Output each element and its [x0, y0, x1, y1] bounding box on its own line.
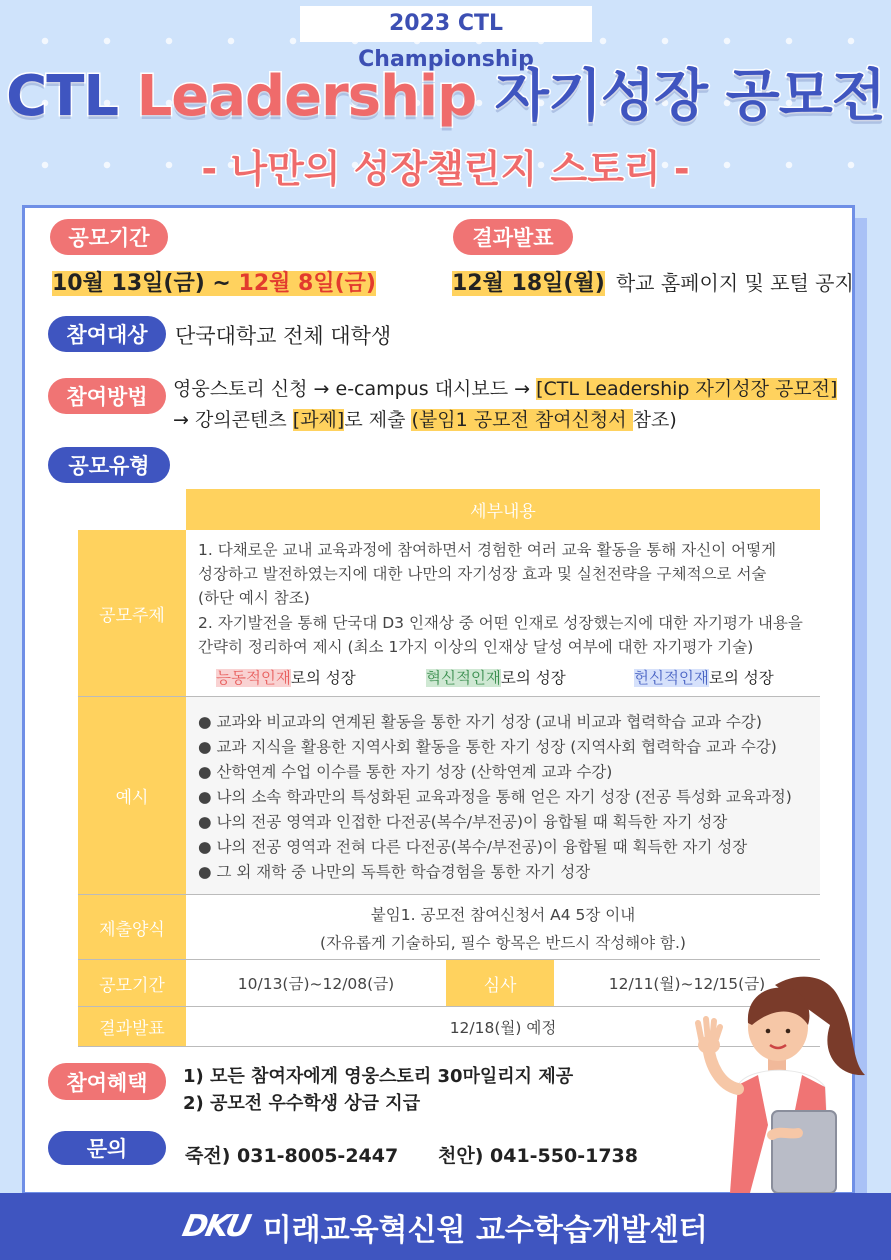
types-label: 공모유형	[48, 447, 170, 483]
example-item: ● 교과 지식을 활용한 지역사회 활동을 통한 자기 성장 (지역사회 협력학습 교과 수강)	[198, 738, 777, 756]
period-label: 공모기간	[50, 219, 168, 255]
championship-badge: 2023 CTL Championship	[300, 6, 592, 42]
dku-logo: DKU	[179, 1209, 253, 1244]
period-dates	[52, 266, 376, 297]
theme-item: 1. 다채로운 교내 교육과정에 참여하면서 경험한 여러 교육 활동을 통해 자신이 어떻게	[198, 541, 777, 559]
period-row-value: 10/13(금)~12/08(금)	[237, 975, 395, 993]
format-line2: (자유롭게 기술하되, 필수 항목은 반드시 작성해야 함.)	[320, 934, 686, 952]
talent-capable: 능동적인재로의 성장	[216, 669, 356, 687]
example-label: 예시	[78, 697, 186, 894]
format-row	[78, 895, 820, 960]
example-item: ● 교과와 비교과의 연계된 활동을 통한 자기 성장 (교내 비교과 협력학습 교과 수강)	[198, 713, 762, 731]
talent-devoted: 헌신적인재로의 성장	[634, 669, 774, 687]
sub-title: - 나만의 성장챌린지 스토리 -	[201, 147, 690, 191]
example-item: ● 나의 전공 영역과 인접한 다전공(복수/부전공)이 융합될 때 획득한 자기 성장	[198, 813, 728, 831]
method-label: 참여방법	[48, 378, 166, 414]
target-text: 단국대학교 전체 대학생	[175, 324, 392, 348]
example-content	[186, 697, 820, 894]
benefit-item: 1) 모든 참여자에게 영웅스토리 30마일리지 제공	[183, 1066, 574, 1087]
method-task: [과제]	[292, 409, 345, 431]
method-attach: (붙임1 공모전 참여신청서	[411, 409, 633, 431]
announce-label: 결과발표	[453, 219, 573, 255]
footer-bar	[0, 1193, 891, 1260]
benefit-item: 2) 공모전 우수학생 상금 지급	[183, 1093, 421, 1114]
example-item: ● 나의 전공 영역과 전혀 다른 다전공(복수/부전공)이 융합될 때 획득한 자기 성장	[198, 838, 748, 856]
theme-content	[186, 530, 820, 696]
footer-org: 미래교육혁신원 교수학습개발센터	[262, 1212, 708, 1248]
title-rest: 자기성장 공모전	[494, 64, 885, 129]
table-header-row	[78, 489, 820, 530]
theme-item: 성장하고 발전하였는지에 대한 나만의 자기성장 효과 및 실천전략을 구체적으로 서술	[198, 565, 767, 583]
period-row-label: 공모기간	[78, 960, 186, 1006]
table-header: 세부내용	[186, 489, 820, 530]
contact-cheonan: 천안) 041-550-1738	[438, 1145, 638, 1167]
announce-note: 학교 홈페이지 및 포털 공지	[615, 271, 854, 295]
theme-item: (하단 예시 참조)	[198, 589, 310, 607]
result-row-value: 12/18(월) 예정	[449, 1018, 557, 1037]
format-label: 제출양식	[78, 895, 186, 959]
method-line1: 영웅스토리 신청 → e-campus 대시보드 → [CTL Leadership 자기성장 공모전]	[173, 378, 838, 400]
example-item: ● 그 외 재학 중 나만의 독특한 학습경험을 통한 자기 성장	[198, 863, 591, 881]
theme-item: 2. 자기발전을 통해 단국대 D3 인재상 중 어떤 인재로 성장했는지에 대한 자기평가 내용을	[198, 614, 803, 632]
review-label: 심사	[446, 960, 554, 1006]
method-line2: → 강의콘텐츠 [과제]로 제출 (붙임1 공모전 참여신청서 참조)	[173, 409, 677, 431]
period-end: 12월 8일(금)	[238, 271, 376, 296]
title-leadership: Leadership	[136, 64, 477, 129]
contact-jukjeon: 죽전) 031-8005-2447	[185, 1145, 399, 1167]
theme-label: 공모주제	[78, 530, 186, 696]
review-value: 12/11(월)~12/15(금)	[608, 975, 766, 993]
benefits-label: 참여혜택	[48, 1063, 166, 1100]
example-item: ● 나의 소속 학과만의 특성화된 교육과정을 통해 얻은 자기 성장 (전공 특성화 교육과정)	[198, 788, 792, 806]
target-label: 참여대상	[48, 316, 166, 352]
example-item: ● 산학연계 수업 이수를 통한 자기 성장 (산학연계 교과 수강)	[198, 763, 613, 781]
title-ctl: CTL	[6, 64, 119, 129]
main-title	[0, 52, 891, 132]
format-line1: 붙임1. 공모전 참여신청서 A4 5장 이내	[370, 906, 636, 924]
girl-illustration	[680, 965, 891, 1193]
theme-row	[78, 530, 820, 697]
period-start: 10월 13일(금) ~	[52, 271, 239, 296]
announce-date: 12월 18일(월)	[452, 271, 605, 296]
contact-label: 문의	[48, 1131, 166, 1165]
announce-line	[452, 266, 854, 297]
talent-innovative: 혁신적인재로의 성장	[426, 669, 566, 687]
format-content	[186, 895, 820, 959]
theme-item: 간략히 정리하여 제시 (최소 1가지 이상의 인재상 달성 여부에 대한 자기평가 기술)	[198, 638, 754, 656]
method-highlight: [CTL Leadership 자기성장 공모전]	[536, 378, 838, 400]
result-row-label: 결과발표	[78, 1007, 186, 1046]
example-row	[78, 697, 820, 895]
